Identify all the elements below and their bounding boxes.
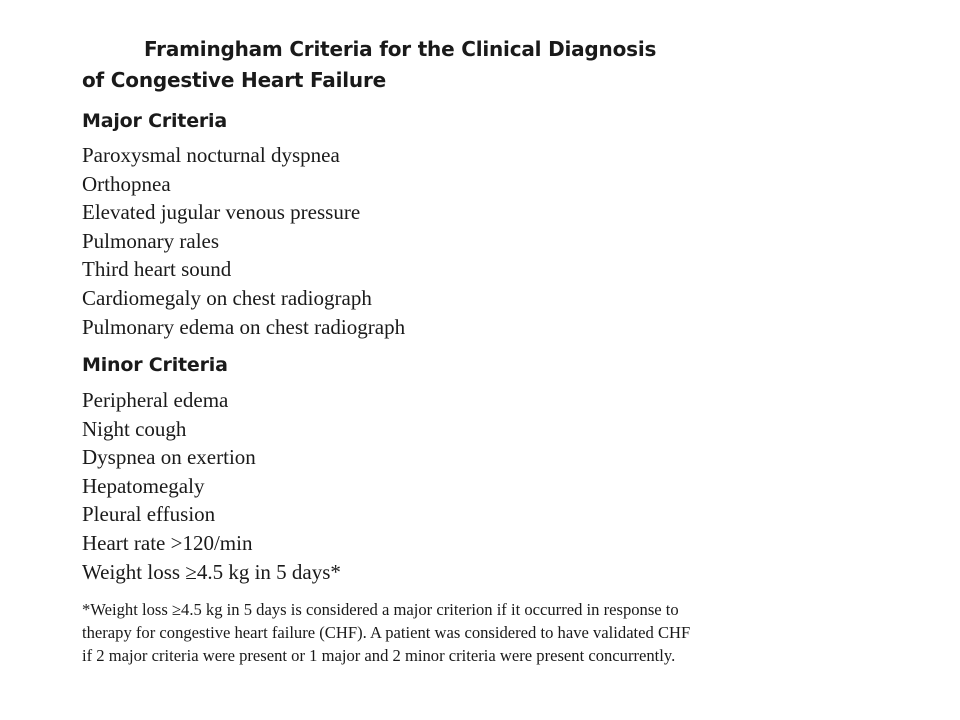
footnote <box>82 598 912 667</box>
table-title <box>82 34 656 96</box>
major-criterion: Orthopnea <box>82 171 171 196</box>
minor-criterion: Weight loss ≥4.5 kg in 5 days* <box>82 559 341 584</box>
major-criterion: Elevated jugular venous pressure <box>82 200 361 225</box>
footnote-line-2: therapy for congestive heart failure (CHF). A patient was considered to have validated CHF <box>82 623 691 642</box>
major-criterion: Paroxysmal nocturnal dyspnea <box>82 143 340 167</box>
major-criterion: Cardiomegaly on chest radiograph <box>82 285 372 310</box>
minor-criterion: Night cough <box>82 416 187 441</box>
major-criteria-heading: Major Criteria <box>82 110 227 132</box>
major-criterion: Third heart sound <box>82 257 232 282</box>
minor-criterion: Hepatomegaly <box>82 473 205 498</box>
major-criterion: Pulmonary rales <box>82 228 220 253</box>
title-line-2: of Congestive Heart Failure <box>82 68 386 92</box>
footnote-line-3: if 2 major criteria were present or 1 major and 2 minor criteria were present concurrently. <box>82 646 676 665</box>
minor-criterion: Pleural effusion <box>82 502 216 527</box>
minor-criteria-heading: Minor Criteria <box>82 354 228 376</box>
major-criterion: Pulmonary edema on chest radiograph <box>82 314 406 339</box>
minor-criteria-list <box>82 386 341 586</box>
minor-criterion: Heart rate >120/min <box>82 530 253 555</box>
minor-criterion: Dyspnea on exertion <box>82 445 256 470</box>
footnote-line-1: *Weight loss ≥4.5 kg in 5 days is considered a major criterion if it occurred in response to <box>82 600 679 619</box>
title-line-1: Framingham Criteria for the Clinical Diagnosis <box>144 37 657 61</box>
minor-criterion: Peripheral edema <box>82 388 229 412</box>
major-criteria-list <box>82 141 405 341</box>
